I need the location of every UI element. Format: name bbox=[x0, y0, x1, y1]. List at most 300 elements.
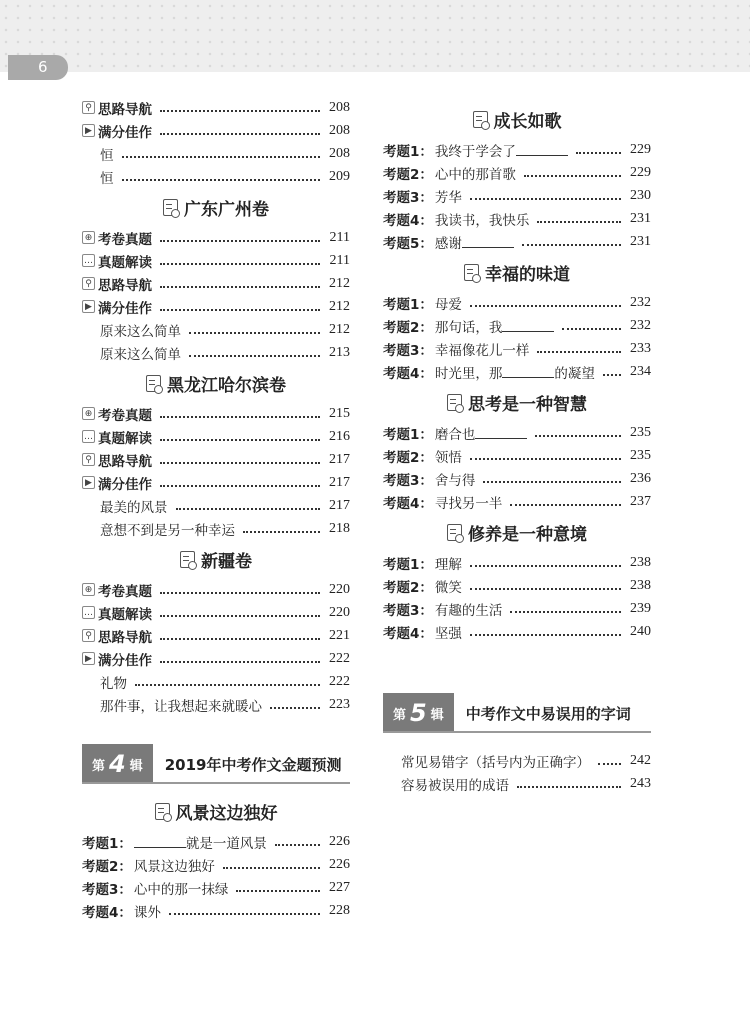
entry-title: 容易被误用的成语 bbox=[401, 777, 509, 794]
toc-entry[interactable] bbox=[82, 624, 350, 647]
document-icon bbox=[473, 111, 488, 128]
entry-title-suffix: 就是一道风景 bbox=[185, 835, 267, 852]
entry-tag: 考卷真题 bbox=[98, 231, 152, 248]
dot-leader bbox=[135, 684, 320, 686]
entry-label bbox=[98, 427, 156, 447]
entry-tag: 思路导航 bbox=[98, 277, 152, 294]
entry-title: 恒 bbox=[100, 170, 114, 187]
entry-title: 舍与得 bbox=[434, 472, 476, 489]
entry-title: 心中的那一抹绿 bbox=[133, 881, 229, 898]
entry-label bbox=[383, 232, 518, 252]
page-number-ref: 238 bbox=[630, 554, 651, 570]
entry-title: 幸福像花儿一样 bbox=[434, 342, 530, 359]
entry-label bbox=[98, 473, 156, 493]
page-number-ref: 229 bbox=[630, 141, 651, 157]
page-number-ref: 222 bbox=[329, 673, 350, 689]
entry-label bbox=[98, 274, 156, 294]
toc-entry[interactable] bbox=[82, 670, 350, 693]
entry-label bbox=[383, 423, 531, 443]
page-number-ref: 231 bbox=[630, 233, 651, 249]
entry-label bbox=[383, 576, 466, 596]
question-number: 考题1： bbox=[383, 296, 433, 313]
entry-label bbox=[100, 343, 185, 363]
toc-entry[interactable] bbox=[383, 421, 651, 444]
dot-leader bbox=[160, 309, 320, 311]
toc-entry[interactable] bbox=[82, 165, 350, 188]
question-number: 考题2： bbox=[383, 166, 433, 183]
dot-leader bbox=[598, 763, 621, 765]
toc-entry[interactable] bbox=[82, 402, 350, 425]
entry-tag: 真题解读 bbox=[98, 430, 152, 447]
entry-tag: 满分佳作 bbox=[98, 300, 152, 317]
page-number-ref: 227 bbox=[329, 879, 350, 895]
page-number-ref: 209 bbox=[329, 168, 350, 184]
page-number-ref: 236 bbox=[630, 470, 651, 486]
toc-entry[interactable] bbox=[383, 490, 651, 513]
toc-entry[interactable] bbox=[383, 360, 651, 383]
document-icon bbox=[447, 394, 462, 411]
entry-label bbox=[98, 98, 156, 118]
entry-label bbox=[100, 144, 118, 164]
page-number-ref: 212 bbox=[329, 275, 350, 291]
entry-label bbox=[383, 469, 479, 489]
dot-leader bbox=[160, 661, 320, 663]
chapter-suffix: 辑 bbox=[129, 758, 143, 774]
question-number: 考题4： bbox=[383, 212, 433, 229]
question-number: 考题2： bbox=[82, 858, 132, 875]
toc-entry[interactable] bbox=[82, 272, 350, 295]
entry-title: 领悟 bbox=[434, 449, 462, 466]
chapter-badge bbox=[383, 693, 454, 733]
dot-leader bbox=[189, 355, 320, 357]
entry-label bbox=[383, 492, 506, 512]
chapter-title: 2019年中考作文金题预测 bbox=[164, 755, 342, 774]
page-number-ref: 229 bbox=[630, 164, 651, 180]
page-number-ref: 230 bbox=[630, 187, 651, 203]
page-number-ref: 242 bbox=[630, 752, 651, 768]
toc-entry[interactable] bbox=[82, 693, 350, 716]
toc-entry[interactable] bbox=[82, 876, 350, 899]
chapter-divider bbox=[82, 782, 350, 784]
entry-tag: 真题解读 bbox=[98, 254, 152, 271]
entry-group bbox=[82, 226, 350, 364]
page-number-ref: 226 bbox=[329, 856, 350, 872]
page-number-ref: 217 bbox=[329, 451, 350, 467]
chapter-suffix: 辑 bbox=[430, 707, 444, 723]
dot-leader bbox=[524, 175, 621, 177]
play-icon: ▶ bbox=[82, 300, 95, 313]
dot-leader bbox=[122, 179, 321, 181]
dot-leader bbox=[537, 351, 621, 353]
header-band bbox=[0, 0, 750, 72]
toc-entry[interactable] bbox=[82, 853, 350, 876]
entry-label bbox=[98, 603, 156, 623]
dot-leader bbox=[160, 485, 320, 487]
play-icon: ▶ bbox=[82, 124, 95, 137]
play-icon: ▶ bbox=[82, 652, 95, 665]
page-number-ref: 216 bbox=[329, 428, 350, 444]
toc-entry[interactable] bbox=[82, 471, 350, 494]
question-number: 考题1： bbox=[82, 835, 132, 852]
question-number: 考题2： bbox=[383, 579, 433, 596]
toc-entry[interactable] bbox=[383, 230, 651, 253]
section-heading bbox=[383, 383, 651, 421]
entry-label bbox=[383, 316, 558, 336]
entry-title: 磨合也 bbox=[434, 426, 476, 443]
dot-leader bbox=[236, 890, 320, 892]
target-icon: ⊕ bbox=[82, 231, 95, 244]
entry-label bbox=[100, 167, 118, 187]
toc-entry[interactable] bbox=[82, 899, 350, 922]
page-number-ref: 223 bbox=[329, 696, 350, 712]
entry-title: 有趣的生活 bbox=[434, 602, 503, 619]
question-number: 考题1： bbox=[383, 143, 433, 160]
toc-entry[interactable] bbox=[383, 620, 651, 643]
dot-leader bbox=[243, 531, 320, 533]
section-heading bbox=[82, 364, 350, 402]
entry-label bbox=[383, 163, 520, 183]
fill-blank bbox=[516, 143, 568, 156]
question-number: 考题4： bbox=[383, 625, 433, 642]
entry-label bbox=[383, 622, 466, 642]
section-title: 广东广州卷 bbox=[184, 199, 269, 220]
dot-leader bbox=[160, 615, 320, 617]
toc-entry[interactable] bbox=[82, 142, 350, 165]
section-heading bbox=[82, 792, 350, 830]
dot-leader bbox=[189, 332, 320, 334]
page-number-ref: 211 bbox=[329, 229, 350, 245]
toc-entry[interactable] bbox=[82, 601, 350, 624]
toc-entry[interactable] bbox=[82, 318, 350, 341]
page-number-ref: 213 bbox=[329, 344, 350, 360]
toc-entry[interactable] bbox=[383, 467, 651, 490]
dot-leader bbox=[122, 156, 321, 158]
entry-label bbox=[82, 878, 232, 898]
entry-title: 恒 bbox=[100, 147, 114, 164]
page-number-ref: 233 bbox=[630, 340, 651, 356]
toc-entry[interactable] bbox=[383, 574, 651, 597]
page-number-ref: 212 bbox=[329, 321, 350, 337]
entry-tag: 满分佳作 bbox=[98, 124, 152, 141]
dot-leader bbox=[603, 374, 621, 376]
page-number-ref: 234 bbox=[630, 363, 651, 379]
dot-leader bbox=[470, 458, 621, 460]
entry-label bbox=[98, 580, 156, 600]
entry-label bbox=[383, 362, 599, 382]
chapter-header bbox=[82, 744, 350, 784]
section-title: 新疆卷 bbox=[201, 551, 252, 572]
toc-entry[interactable] bbox=[82, 425, 350, 448]
entry-label bbox=[383, 209, 533, 229]
question-number: 考题4： bbox=[383, 365, 433, 382]
entry-label bbox=[82, 832, 271, 852]
dot-leader bbox=[160, 286, 320, 288]
page-number-ref: 217 bbox=[329, 497, 350, 513]
toc-entry[interactable] bbox=[82, 448, 350, 471]
entry-title: 我终于学会了 bbox=[434, 143, 516, 160]
toc-entry[interactable] bbox=[383, 291, 651, 314]
toc-entry[interactable] bbox=[82, 295, 350, 318]
entry-group bbox=[383, 749, 651, 795]
dot-leader bbox=[470, 305, 621, 307]
page-number-ref: 208 bbox=[329, 122, 350, 138]
page-number-ref: 220 bbox=[329, 604, 350, 620]
entry-title: 母爱 bbox=[434, 296, 462, 313]
chapter-header bbox=[383, 693, 651, 733]
entry-label bbox=[98, 626, 156, 646]
dot-leader bbox=[160, 416, 320, 418]
chapter-number: 4 bbox=[109, 750, 126, 778]
left-column bbox=[82, 96, 350, 922]
page-number-ref: 222 bbox=[329, 650, 350, 666]
question-number: 考题3： bbox=[383, 189, 433, 206]
play-icon: ▶ bbox=[82, 476, 95, 489]
toc-entry[interactable] bbox=[383, 337, 651, 360]
page-number-ref: 217 bbox=[329, 474, 350, 490]
entry-group bbox=[383, 138, 651, 253]
dot-leader bbox=[160, 263, 320, 265]
page-number-ref: 238 bbox=[630, 577, 651, 593]
entry-title: 坚强 bbox=[434, 625, 462, 642]
page-number-ref: 232 bbox=[630, 294, 651, 310]
location-icon: ⚲ bbox=[82, 277, 95, 290]
toc-entry[interactable] bbox=[82, 830, 350, 853]
entry-title: 常见易错字（括号内为正确字） bbox=[401, 754, 590, 771]
entry-group bbox=[82, 96, 350, 188]
entry-label bbox=[383, 293, 466, 313]
question-number: 考题3： bbox=[82, 881, 132, 898]
entry-label bbox=[401, 751, 594, 771]
dot-leader bbox=[160, 133, 320, 135]
question-number: 考题3： bbox=[383, 472, 433, 489]
entry-title: 那句话，我 bbox=[434, 319, 503, 336]
toc-entry[interactable] bbox=[383, 184, 651, 207]
dot-leader bbox=[535, 435, 621, 437]
document-icon bbox=[447, 524, 462, 541]
dot-leader bbox=[160, 462, 320, 464]
entry-title: 心中的那首歌 bbox=[434, 166, 516, 183]
question-number: 考题3： bbox=[383, 342, 433, 359]
toc-entry[interactable] bbox=[82, 647, 350, 670]
entry-tag: 真题解读 bbox=[98, 606, 152, 623]
dot-leader bbox=[517, 786, 621, 788]
entry-group bbox=[82, 830, 350, 922]
question-number: 考题4： bbox=[82, 904, 132, 921]
section-title: 思考是一种智慧 bbox=[468, 394, 587, 415]
dot-leader bbox=[483, 481, 621, 483]
section-heading bbox=[82, 540, 350, 578]
dot-leader bbox=[470, 588, 621, 590]
fill-blank bbox=[475, 426, 527, 439]
toc-entry[interactable] bbox=[383, 138, 651, 161]
question-number: 考题4： bbox=[383, 495, 433, 512]
section-title: 成长如歌 bbox=[493, 111, 562, 132]
entry-label bbox=[383, 553, 466, 573]
dot-leader bbox=[169, 913, 320, 915]
entry-title: 时光里，那 bbox=[434, 365, 503, 382]
entry-label bbox=[383, 186, 466, 206]
entry-label bbox=[100, 320, 185, 340]
toc-entry[interactable] bbox=[82, 578, 350, 601]
section-title: 幸福的味道 bbox=[485, 264, 570, 285]
dot-leader bbox=[223, 867, 320, 869]
page-number-ref: 228 bbox=[329, 902, 350, 918]
dot-leader bbox=[562, 328, 621, 330]
entry-label bbox=[100, 519, 239, 539]
dot-leader bbox=[470, 634, 621, 636]
entry-label bbox=[383, 140, 572, 160]
entry-label bbox=[100, 695, 266, 715]
dot-leader bbox=[522, 244, 621, 246]
entry-group bbox=[383, 291, 651, 383]
toc-entry[interactable] bbox=[82, 119, 350, 142]
dot-leader bbox=[160, 439, 320, 441]
toc-entry[interactable] bbox=[383, 161, 651, 184]
toc-entry[interactable] bbox=[383, 597, 651, 620]
entry-tag: 满分佳作 bbox=[98, 476, 152, 493]
document-icon bbox=[180, 551, 195, 568]
page-number-ref: 220 bbox=[329, 581, 350, 597]
toc-entry[interactable] bbox=[383, 551, 651, 574]
ellipsis-icon: … bbox=[84, 431, 93, 442]
question-number: 考题3： bbox=[383, 602, 433, 619]
document-icon bbox=[155, 803, 170, 820]
fill-blank bbox=[502, 365, 554, 378]
section-title: 黑龙江哈尔滨卷 bbox=[167, 375, 286, 396]
dot-leader bbox=[275, 844, 320, 846]
document-icon bbox=[146, 375, 161, 392]
toc-entry[interactable] bbox=[383, 749, 651, 772]
entry-title: 我读书，我快乐 bbox=[434, 212, 530, 229]
entry-label bbox=[383, 599, 506, 619]
entry-tag: 思路导航 bbox=[98, 101, 152, 118]
page-number-ref: 239 bbox=[630, 600, 651, 616]
entry-tag: 思路导航 bbox=[98, 629, 152, 646]
entry-tag: 满分佳作 bbox=[98, 652, 152, 669]
entry-label bbox=[383, 446, 466, 466]
page-number-ref: 212 bbox=[329, 298, 350, 314]
right-column bbox=[383, 100, 651, 795]
question-number: 考题2： bbox=[383, 449, 433, 466]
entry-title: 礼物 bbox=[100, 675, 127, 692]
chapter-prefix: 第 bbox=[393, 707, 407, 723]
chapter-prefix: 第 bbox=[92, 758, 106, 774]
entry-label bbox=[100, 496, 172, 516]
page-number-ref: 218 bbox=[329, 520, 350, 536]
dot-leader bbox=[160, 638, 320, 640]
entry-label bbox=[98, 297, 156, 317]
section-heading bbox=[383, 100, 651, 138]
toc-entry[interactable] bbox=[82, 96, 350, 119]
fill-blank bbox=[134, 835, 186, 848]
entry-group bbox=[383, 551, 651, 643]
entry-title: 微笑 bbox=[434, 579, 462, 596]
page-number-ref: 235 bbox=[630, 424, 651, 440]
dot-leader bbox=[160, 592, 320, 594]
toc-entry[interactable] bbox=[82, 517, 350, 540]
entry-title: 芳华 bbox=[434, 189, 462, 206]
entry-title: 意想不到是另一种幸运 bbox=[100, 522, 235, 539]
entry-title-suffix: 的凝望 bbox=[554, 365, 595, 382]
entry-label bbox=[383, 339, 533, 359]
toc-entry[interactable] bbox=[383, 444, 651, 467]
entry-label bbox=[98, 121, 156, 141]
entry-label bbox=[82, 901, 165, 921]
ellipsis-icon: … bbox=[84, 607, 93, 618]
toc-entry[interactable] bbox=[82, 341, 350, 364]
dot-leader bbox=[470, 565, 621, 567]
ellipsis-icon: … bbox=[84, 255, 93, 266]
dot-leader bbox=[470, 198, 621, 200]
entry-tag: 考卷真题 bbox=[98, 583, 152, 600]
dot-leader bbox=[270, 707, 320, 709]
question-number: 考题1： bbox=[383, 426, 433, 443]
document-icon bbox=[464, 264, 479, 281]
question-number: 考题1： bbox=[383, 556, 433, 573]
page-number-ref: 237 bbox=[630, 493, 651, 509]
toc-entry[interactable] bbox=[383, 772, 651, 795]
page-number-ref: 211 bbox=[329, 252, 350, 268]
target-icon: ⊕ bbox=[82, 407, 95, 420]
toc-entry[interactable] bbox=[383, 314, 651, 337]
page-number-ref: 221 bbox=[329, 627, 350, 643]
dot-leader bbox=[176, 508, 321, 510]
toc-entry[interactable] bbox=[82, 494, 350, 517]
entry-group bbox=[82, 402, 350, 540]
entry-title: 风景这边独好 bbox=[133, 858, 215, 875]
question-number: 考题2： bbox=[383, 319, 433, 336]
dot-leader bbox=[160, 240, 320, 242]
page-number-ref: 232 bbox=[630, 317, 651, 333]
section-heading bbox=[383, 513, 651, 551]
entry-tag: 思路导航 bbox=[98, 453, 152, 470]
page-number-ref: 226 bbox=[329, 833, 350, 849]
dot-leader bbox=[510, 611, 621, 613]
section-title: 风景这边独好 bbox=[175, 803, 278, 824]
section-heading bbox=[383, 253, 651, 291]
location-icon: ⚲ bbox=[82, 101, 95, 114]
page-number-ref: 208 bbox=[329, 145, 350, 161]
fill-blank bbox=[462, 235, 514, 248]
entry-title: 原来这么简单 bbox=[100, 323, 181, 340]
entry-label bbox=[98, 251, 156, 271]
entry-label bbox=[98, 649, 156, 669]
entry-tag: 考卷真题 bbox=[98, 407, 152, 424]
chapter-title: 中考作文中易误用的字词 bbox=[465, 704, 631, 723]
chapter-badge bbox=[82, 744, 153, 784]
page-number-ref: 235 bbox=[630, 447, 651, 463]
entry-group bbox=[383, 421, 651, 513]
entry-label bbox=[98, 450, 156, 470]
entry-label bbox=[401, 774, 513, 794]
question-number: 考题5： bbox=[383, 235, 433, 252]
toc-entry[interactable] bbox=[82, 226, 350, 249]
entry-title: 那件事，让我想起来就暖心 bbox=[100, 698, 262, 715]
dot-leader bbox=[576, 152, 621, 154]
chapter-number: 5 bbox=[410, 699, 427, 727]
entry-title: 课外 bbox=[133, 904, 161, 921]
section-title: 修养是一种意境 bbox=[468, 524, 587, 545]
toc-entry[interactable] bbox=[383, 207, 651, 230]
entry-group bbox=[82, 578, 350, 716]
entry-title: 感谢 bbox=[434, 235, 462, 252]
toc-entry[interactable] bbox=[82, 249, 350, 272]
document-icon bbox=[163, 199, 178, 216]
dot-leader bbox=[537, 221, 621, 223]
location-icon: ⚲ bbox=[82, 629, 95, 642]
entry-label bbox=[100, 672, 131, 692]
fill-blank bbox=[502, 319, 554, 332]
